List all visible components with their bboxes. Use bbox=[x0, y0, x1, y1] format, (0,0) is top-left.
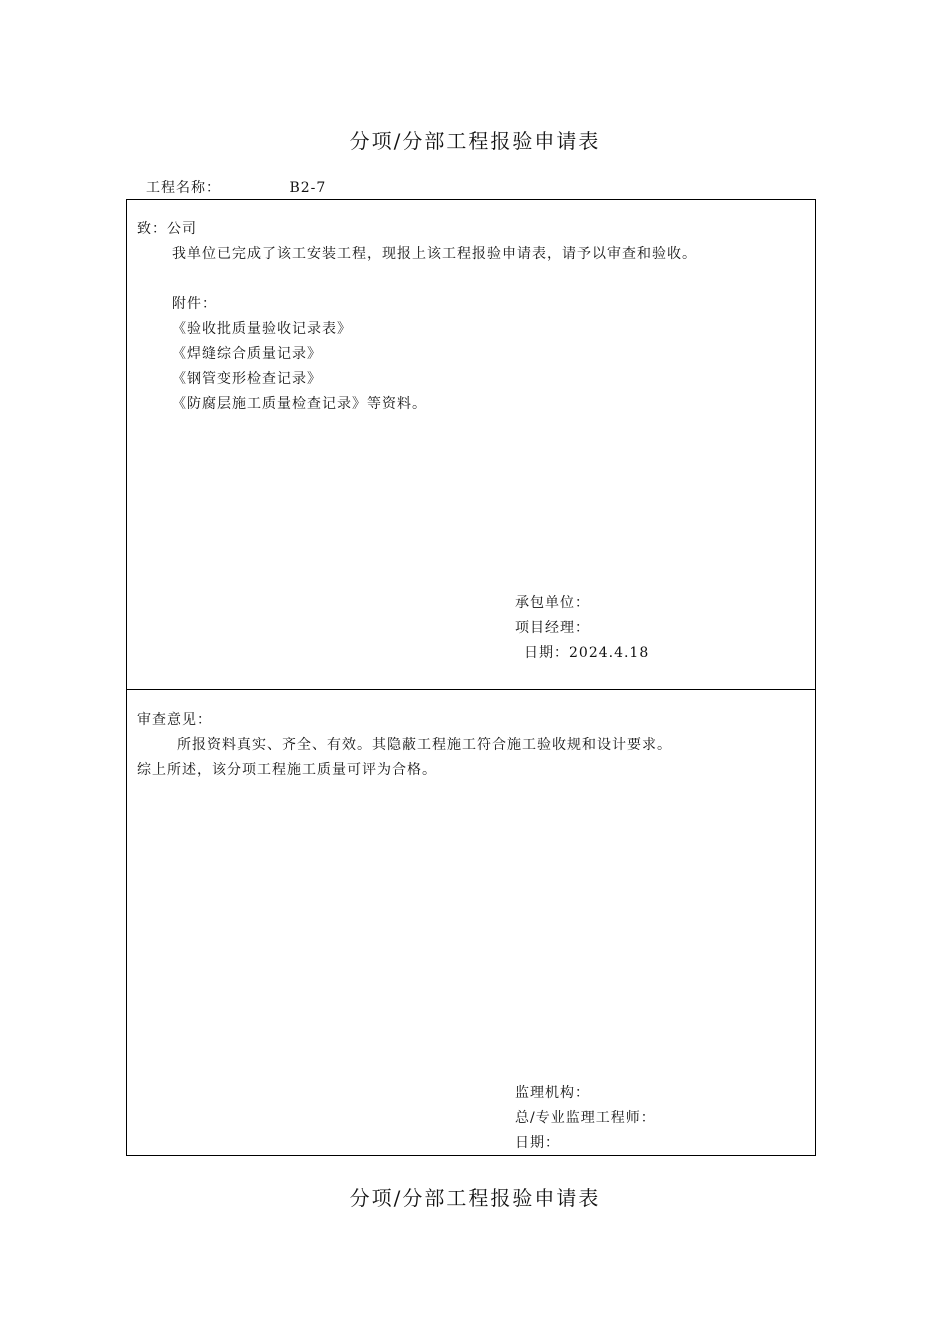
attachment-item: 《验收批质量验收记录表》 bbox=[172, 321, 352, 337]
application-section bbox=[127, 200, 815, 690]
attachment-item: 《防腐层施工质量检查记录》等资料。 bbox=[172, 396, 427, 412]
project-name-label: 工程名称： bbox=[146, 180, 221, 196]
review-label: 审查意见： bbox=[137, 712, 212, 728]
project-manager-label: 项目经理： bbox=[515, 620, 590, 636]
project-name-row bbox=[146, 177, 326, 197]
supervising-engineer-label: 总/专业监理工程师： bbox=[515, 1110, 656, 1126]
review-date-label: 日期： bbox=[515, 1135, 560, 1151]
review-opinion-line-2: 综上所述，该分项工程施工质量可评为合格。 bbox=[137, 762, 437, 778]
page-title: 分项/分部工程报验申请表 bbox=[349, 129, 601, 153]
attachment-item: 《钢管变形检查记录》 bbox=[172, 371, 322, 387]
attachment-item: 《焊缝综合质量记录》 bbox=[172, 346, 322, 362]
supervision-agency-label: 监理机构： bbox=[515, 1085, 590, 1101]
application-date: 日期：2024.4.18 bbox=[524, 645, 650, 661]
contractor-label: 承包单位： bbox=[515, 595, 590, 611]
application-body: 我单位已完成了该工安装工程，现报上该工程报验申请表，请予以审查和验收。 bbox=[172, 246, 697, 262]
addressee-line: 致：公司 bbox=[137, 221, 197, 237]
project-name-value: B2-7 bbox=[289, 180, 327, 196]
attachments-label: 附件： bbox=[172, 296, 217, 312]
footer-title: 分项/分部工程报验申请表 bbox=[349, 1186, 601, 1210]
application-form bbox=[126, 199, 816, 1156]
review-section bbox=[127, 690, 815, 1155]
review-opinion-line-1: 所报资料真实、齐全、有效。其隐蔽工程施工符合施工验收规和设计要求。 bbox=[177, 737, 672, 753]
